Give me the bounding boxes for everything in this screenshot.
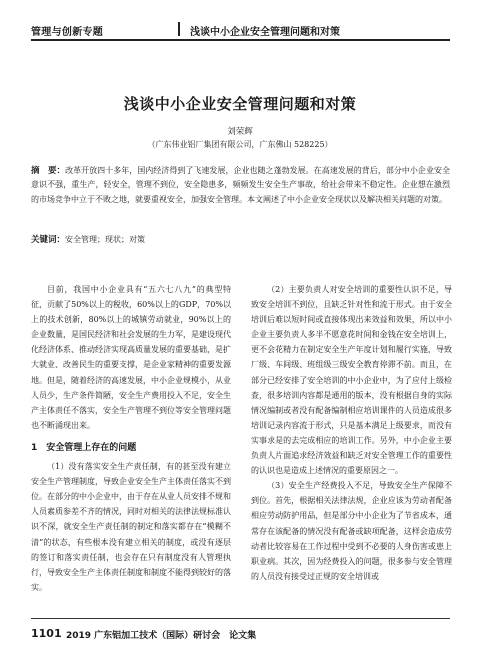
abstract xyxy=(31,164,450,207)
keywords xyxy=(31,233,450,247)
affiliation: （广东伟业铝厂集团有限公司，广东佛山 528225） xyxy=(147,140,333,149)
keywords-text: 安全管理；现状；对策 xyxy=(65,235,146,244)
running-header xyxy=(0,0,480,42)
intro-paragraph: 目前，我国中小企业具有“五六七八九”的典型特征，贡献了50%以上的税收，60%以上的GDP，70%以上的技术创新，80%以上的城镇劳动就业，90%以上的企业数量，是国民经济和社会发展的生力军，是建设现代化经济体系、推动经济实现高质量发展的重要基础，是扩大就业、改善民生的重要支撑，是企业家精神的重要发源地。但是，随着经济的高速发展，中小企业规模小，从业人员少，生产条件简陋，安全生产费用投入不足，安全生产主体责任不落实，安全生产管理不到位等安全管理问题也不断涌现出来。 xyxy=(31,285,231,430)
abstract-text: 改革开放四十多年，国内经济得到了飞速发展，企业也随之蓬勃发展。在高速发展的背后，部分中小企业安全意识不强，重生产，轻安全，管理不到位，安全隐患多，频频发生安全生产事故，给社会带来不稳定性。企业想在激烈的市场竞争中立于不败之地，就要重视安全，加强安全管理。本文阐述了中小企业安全现状以及解决相关问题的对策。 xyxy=(31,166,450,204)
proceedings-title: 2019 广东铝加工技术（国际）研讨会 论文集 xyxy=(66,631,257,641)
right-column xyxy=(251,282,452,584)
author: 刘荣辉 xyxy=(227,127,253,137)
section1-paragraph-1: （1）没有落实安全生产责任制，有的甚至没有建立安全生产管理制度，导致企业安全生产主体责任落实不到位。在部分的中小企业中，由于存在从业人员安排不规和人员素质参差不齐的情况，同时对相关的法律法规标准认识不深，就安全生产责任制的制定和落实都存在“模糊不清”的状态，有些根本没有建立相关的制度，或没有逐层的签订和落实责任制，也会存在只有制度没有人管理执行，导致安全生产主体责任制度和制度不能得到较好的落实。 xyxy=(31,462,231,592)
header-rule xyxy=(31,39,450,41)
paper-title: 浅谈中小企业安全管理问题和对策 xyxy=(123,95,357,113)
page-footer xyxy=(0,612,480,651)
section1-paragraph-2: （2）主要负责人对安全培训的重要性认识不足，导致安全培训不到位，且缺乏针对性和流于形式。由于安全培训后难以短时间或直接体现出来效益和效果，所以中小企业主要负责人多半不愿意花时间和金钱在安全培训上，更不会花精力在制定安全生产年度计划和履行实施，导致厂级、车间级、班组级三级安全教育停滞不前。而且，在部分已经安排了安全培训的中小企业中，为了应付上级检查，很多培训内容都是通用的版本，没有根据自身的实际情况编制或者没有配备编制相应培训课件的人员造成很多培训记录内容流于形式，只是基本满足上级要求，而没有实事求是的去完成相应的培训工作。另外，中小企业主要负责人片面追求经济效益和缺乏对安全管理工作的重要性的认识也是造成上述情况的重要原因之一。 xyxy=(251,285,452,476)
left-column xyxy=(31,282,231,595)
abstract-label: 摘 要： xyxy=(31,166,66,176)
footer-rule xyxy=(31,618,450,619)
section-heading: 1 安全管理上存在的问题 xyxy=(31,442,137,453)
header-article-title: 浅谈中小企业安全管理问题和对策 xyxy=(190,27,340,38)
page-number: 1101 xyxy=(31,627,62,640)
section-label: 管理与创新专题 xyxy=(31,27,104,38)
header-divider xyxy=(178,22,180,36)
section1-paragraph-3: （3）安全生产经费投入不足，导致安全生产保障不到位。首先，根据相关法律法规，企业应该为劳动者配备相应劳动防护用品，但是部分中小企业为了节省成本，通常存在该配备的情况没有配备或缺项配备，这样会造成劳动者比较容易在工作过程中受到不必要的人身伤害或患上职业病。其次，因为经费投入的问题，很多参与安全管理的人员没有接受过正规的安全培训或 xyxy=(251,481,452,581)
keywords-label: 关键词： xyxy=(31,235,66,245)
